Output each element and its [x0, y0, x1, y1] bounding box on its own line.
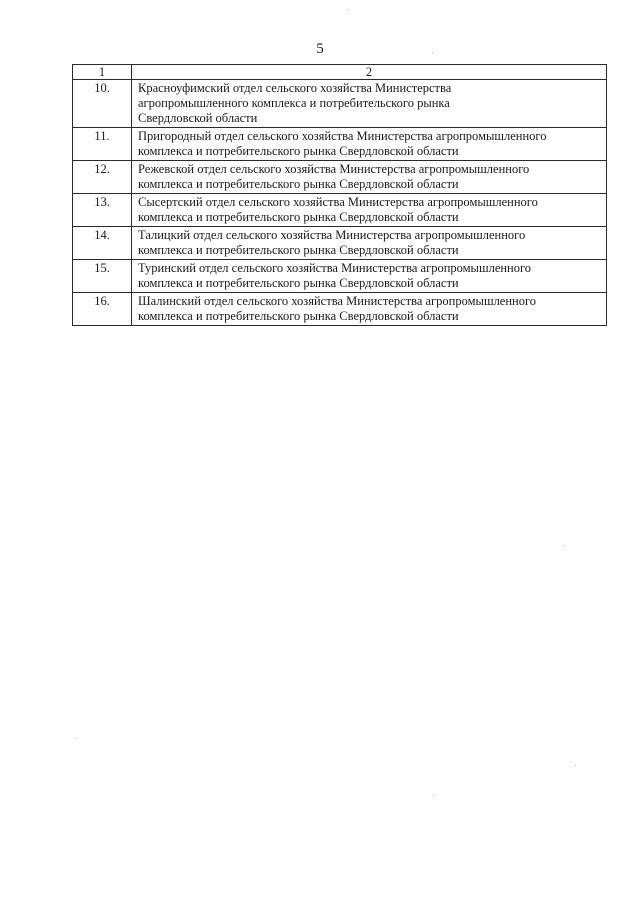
- organization-name: [132, 293, 607, 326]
- column-header-number: 1: [73, 65, 132, 80]
- organizations-table: [72, 64, 607, 326]
- row-number: 12.: [73, 161, 132, 194]
- organization-name-line: комплекса и потребительского рынка Свердловской области: [138, 177, 459, 191]
- organization-name-line: Пригородный отдел сельского хозяйства Министерства агропромышленного: [138, 129, 547, 143]
- organization-name-line: комплекса и потребительского рынка Свердловской области: [138, 144, 459, 158]
- table-row: [73, 161, 607, 194]
- table-row: [73, 293, 607, 326]
- table-header-row: [73, 65, 607, 80]
- organization-name: [132, 227, 607, 260]
- organization-name-line: Сысертский отдел сельского хозяйства Министерства агропромышленного: [138, 195, 538, 209]
- table-row: [73, 260, 607, 293]
- organization-name: [132, 260, 607, 293]
- organization-name: [132, 80, 607, 128]
- organization-name: [132, 194, 607, 227]
- table-row: [73, 128, 607, 161]
- column-header-name: 2: [132, 65, 607, 80]
- organization-name: [132, 128, 607, 161]
- table-row: [73, 194, 607, 227]
- page-number: 5: [316, 41, 324, 57]
- table-row: [73, 80, 607, 128]
- organization-name-line: Режевской отдел сельского хозяйства Министерства агропромышленного: [138, 162, 530, 176]
- organization-name-line: Шалинский отдел сельского хозяйства Министерства агропромышленного: [138, 294, 537, 308]
- row-number: 14.: [73, 227, 132, 260]
- table-row: [73, 227, 607, 260]
- organization-name-line: Красноуфимский отдел сельского хозяйства Министерства: [138, 81, 452, 95]
- table-body: [73, 80, 607, 326]
- organization-name-line: комплекса и потребительского рынка Свердловской области: [138, 243, 459, 257]
- organization-name-line: Туринский отдел сельского хозяйства Министерства агропромышленного: [138, 261, 532, 275]
- row-number: 15.: [73, 260, 132, 293]
- row-number: 13.: [73, 194, 132, 227]
- organization-name-line: комплекса и потребительского рынка Свердловской области: [138, 309, 459, 323]
- row-number: 16.: [73, 293, 132, 326]
- organization-name-line: Свердловской области: [138, 111, 258, 125]
- organization-name-line: агропромышленного комплекса и потребительского рынка: [138, 96, 450, 110]
- row-number: 11.: [73, 128, 132, 161]
- organization-name-line: комплекса и потребительского рынка Свердловской области: [138, 210, 459, 224]
- organization-name-line: комплекса и потребительского рынка Свердловской области: [138, 276, 459, 290]
- row-number: 10.: [73, 80, 132, 128]
- organization-name-line: Талицкий отдел сельского хозяйства Министерства агропромышленного: [138, 228, 526, 242]
- organization-name: [132, 161, 607, 194]
